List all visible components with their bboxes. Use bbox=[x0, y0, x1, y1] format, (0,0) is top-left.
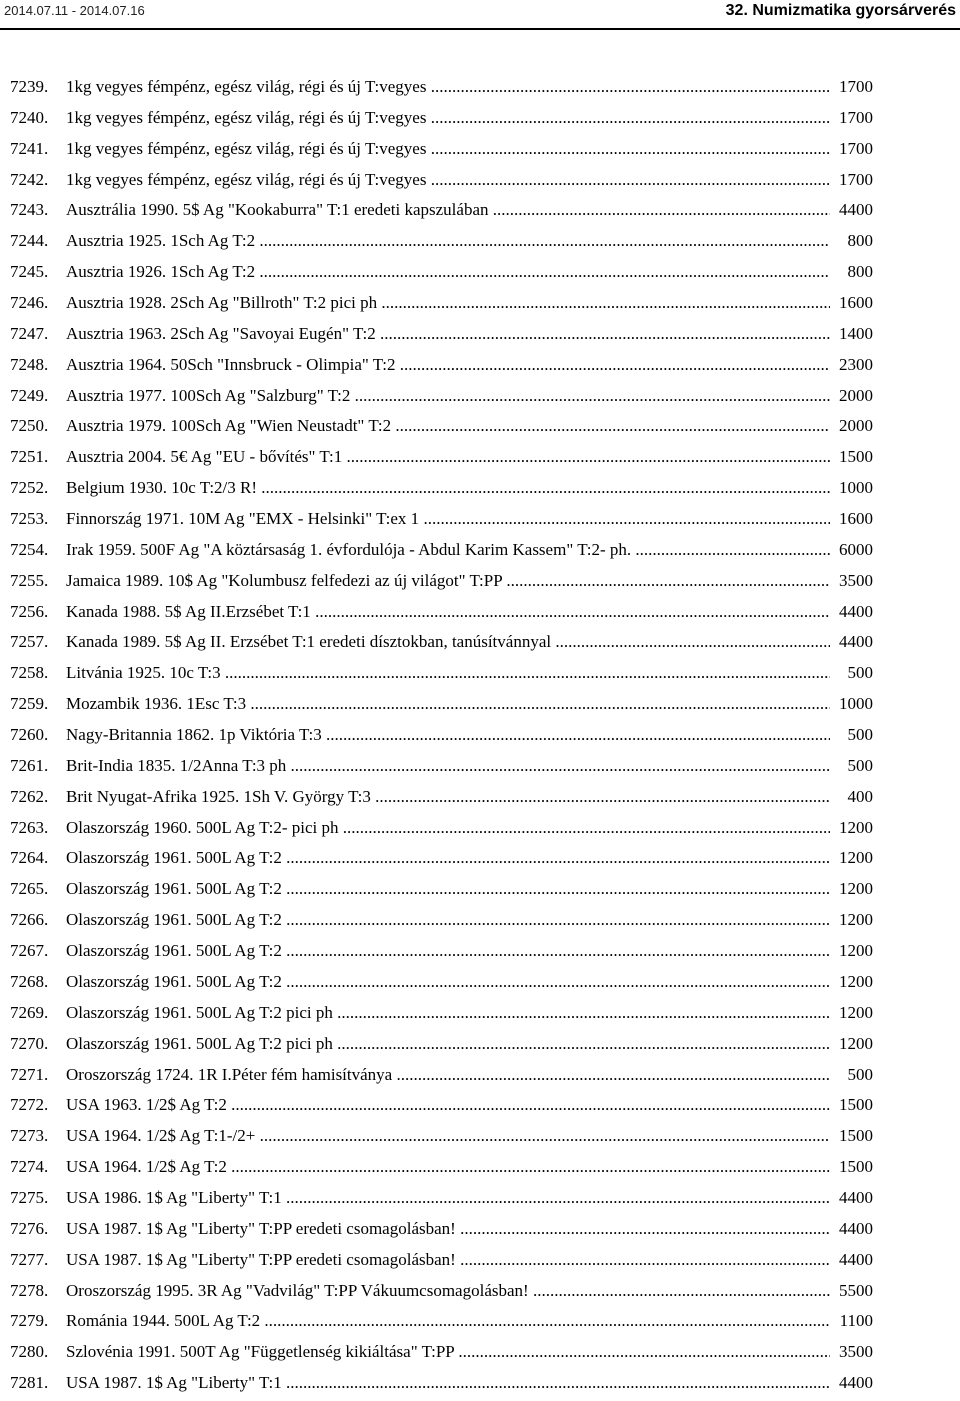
lot-starting-price: 1200 bbox=[830, 1029, 873, 1060]
lot-row bbox=[0, 442, 960, 473]
lot-row bbox=[0, 967, 960, 998]
lot-description: Litvánia 1925. 10c T:3 ..... bbox=[66, 658, 871, 689]
lot-description: USA 1964. 1/2$ Ag T:2 ..... bbox=[66, 1152, 871, 1183]
lot-description: USA 1987. 1$ Ag "Liberty" T:PP eredeti csomagolásban! ..... bbox=[66, 1214, 871, 1245]
lot-number: 7276. bbox=[10, 1218, 49, 1238]
lot-row bbox=[0, 1214, 960, 1245]
lot-number: 7250. bbox=[10, 416, 49, 436]
lot-starting-price: 1200 bbox=[830, 967, 873, 998]
lot-description: Olaszország 1961. 500L Ag T:2 pici ph ..... bbox=[66, 998, 871, 1029]
lot-number: 7259. bbox=[10, 694, 49, 714]
lot-description: Ausztria 1928. 2Sch Ag "Billroth" T:2 pici ph ..... bbox=[66, 288, 871, 319]
lot-starting-price: 1700 bbox=[830, 72, 873, 103]
lot-row bbox=[0, 411, 960, 442]
lot-description: Ausztria 1926. 1Sch Ag T:2 ..... bbox=[66, 257, 871, 288]
lot-number: 7257. bbox=[10, 632, 49, 652]
lot-row bbox=[0, 1090, 960, 1121]
lot-row bbox=[0, 134, 960, 165]
lot-starting-price: 1100 bbox=[830, 1306, 873, 1337]
lot-description: Olaszország 1961. 500L Ag T:2 ..... bbox=[66, 843, 871, 874]
lot-number: 7253. bbox=[10, 509, 49, 529]
lot-description: USA 1963. 1/2$ Ag T:2 ..... bbox=[66, 1090, 871, 1121]
lot-number: 7242. bbox=[10, 169, 49, 189]
lot-row bbox=[0, 350, 960, 381]
lot-row bbox=[0, 843, 960, 874]
lot-number: 7277. bbox=[10, 1249, 49, 1269]
lot-number: 7270. bbox=[10, 1033, 49, 1053]
lot-description: Oroszország 1724. 1R I.Péter fém hamisítványa ..... bbox=[66, 1060, 871, 1091]
lot-starting-price: 4400 bbox=[830, 1368, 873, 1399]
lot-number: 7263. bbox=[10, 817, 49, 837]
lot-row bbox=[0, 1276, 960, 1307]
lot-starting-price: 1500 bbox=[830, 1152, 873, 1183]
lot-row bbox=[0, 1337, 960, 1368]
lot-row bbox=[0, 165, 960, 196]
lot-number: 7271. bbox=[10, 1064, 49, 1084]
lot-starting-price: 1200 bbox=[830, 905, 873, 936]
lot-description: Mozambik 1936. 1Esc T:3 ..... bbox=[66, 689, 871, 720]
lot-row bbox=[0, 998, 960, 1029]
lot-row bbox=[0, 1368, 960, 1399]
lot-description: Ausztria 1977. 100Sch Ag "Salzburg" T:2 ..... bbox=[66, 381, 871, 412]
lot-row bbox=[0, 658, 960, 689]
lot-starting-price: 400 bbox=[830, 782, 873, 813]
lot-number: 7261. bbox=[10, 755, 49, 775]
lot-row bbox=[0, 782, 960, 813]
lot-number: 7266. bbox=[10, 910, 49, 930]
lot-starting-price: 2000 bbox=[830, 381, 873, 412]
header-title: 32. Numizmatika gyorsárverés bbox=[725, 2, 956, 19]
lot-starting-price: 1200 bbox=[830, 874, 873, 905]
lot-description: USA 1987. 1$ Ag "Liberty" T:1 ..... bbox=[66, 1368, 871, 1399]
lot-row bbox=[0, 1152, 960, 1183]
lot-starting-price: 1000 bbox=[830, 473, 873, 504]
lot-starting-price: 1200 bbox=[830, 998, 873, 1029]
lot-starting-price: 3500 bbox=[830, 566, 873, 597]
lot-description: Ausztria 1979. 100Sch Ag "Wien Neustadt" T:2 ..... bbox=[66, 411, 871, 442]
lot-description: Szlovénia 1991. 500T Ag "Függetlenség kikiáltása" T:PP ..... bbox=[66, 1337, 871, 1368]
lot-number: 7248. bbox=[10, 354, 49, 374]
lot-description: 1kg vegyes fémpénz, egész világ, régi és új T:vegyes ..... bbox=[66, 134, 871, 165]
lot-number: 7275. bbox=[10, 1187, 49, 1207]
lot-description: Belgium 1930. 10c T:2/3 R! ..... bbox=[66, 473, 871, 504]
lot-description: Olaszország 1960. 500L Ag T:2- pici ph ..... bbox=[66, 813, 871, 844]
lot-starting-price: 800 bbox=[830, 226, 873, 257]
lot-number: 7278. bbox=[10, 1280, 49, 1300]
lot-row bbox=[0, 566, 960, 597]
lot-description: Brit Nyugat-Afrika 1925. 1Sh V. György T:3 ..... bbox=[66, 782, 871, 813]
lot-starting-price: 1700 bbox=[830, 165, 873, 196]
lot-row bbox=[0, 751, 960, 782]
lot-number: 7268. bbox=[10, 971, 49, 991]
lot-starting-price: 1500 bbox=[830, 442, 873, 473]
lot-starting-price: 1400 bbox=[830, 319, 873, 350]
lot-number: 7258. bbox=[10, 663, 49, 683]
auction-lot-list bbox=[0, 72, 960, 1399]
lot-row bbox=[0, 1121, 960, 1152]
lot-description: Oroszország 1995. 3R Ag "Vadvilág" T:PP Vákuumcsomagolásban! ..... bbox=[66, 1276, 871, 1307]
lot-row bbox=[0, 936, 960, 967]
lot-description: Brit-India 1835. 1/2Anna T:3 ph ..... bbox=[66, 751, 871, 782]
lot-starting-price: 2000 bbox=[830, 411, 873, 442]
lot-number: 7255. bbox=[10, 570, 49, 590]
lot-number: 7240. bbox=[10, 107, 49, 127]
lot-description: Olaszország 1961. 500L Ag T:2 ..... bbox=[66, 967, 871, 998]
lot-starting-price: 500 bbox=[830, 720, 873, 751]
lot-description: Olaszország 1961. 500L Ag T:2 pici ph ..... bbox=[66, 1029, 871, 1060]
lot-description: Ausztria 1963. 2Sch Ag "Savoyai Eugén" T:2 ..... bbox=[66, 319, 871, 350]
lot-number: 7264. bbox=[10, 848, 49, 868]
lot-description: USA 1964. 1/2$ Ag T:1-/2+ ..... bbox=[66, 1121, 871, 1152]
lot-row bbox=[0, 1183, 960, 1214]
lot-starting-price: 1700 bbox=[830, 134, 873, 165]
lot-description: Kanada 1989. 5$ Ag II. Erzsébet T:1 eredeti dísztokban, tanúsítvánnyal ..... bbox=[66, 627, 871, 658]
lot-starting-price: 2300 bbox=[830, 350, 873, 381]
lot-number: 7280. bbox=[10, 1342, 49, 1362]
lot-number: 7241. bbox=[10, 138, 49, 158]
lot-starting-price: 4400 bbox=[830, 1245, 873, 1276]
lot-number: 7273. bbox=[10, 1126, 49, 1146]
lot-description: Ausztrália 1990. 5$ Ag "Kookaburra" T:1 eredeti kapszulában ..... bbox=[66, 195, 871, 226]
lot-row bbox=[0, 813, 960, 844]
lot-row bbox=[0, 381, 960, 412]
lot-row bbox=[0, 1029, 960, 1060]
lot-row bbox=[0, 597, 960, 628]
lot-description: Ausztria 1925. 1Sch Ag T:2 ..... bbox=[66, 226, 871, 257]
lot-description: Románia 1944. 500L Ag T:2 ..... bbox=[66, 1306, 871, 1337]
lot-row bbox=[0, 72, 960, 103]
lot-row bbox=[0, 257, 960, 288]
lot-starting-price: 1500 bbox=[830, 1121, 873, 1152]
lot-starting-price: 4400 bbox=[830, 1183, 873, 1214]
lot-description: 1kg vegyes fémpénz, egész világ, régi és új T:vegyes ..... bbox=[66, 165, 871, 196]
lot-row bbox=[0, 720, 960, 751]
lot-description: 1kg vegyes fémpénz, egész világ, régi és új T:vegyes ..... bbox=[66, 103, 871, 134]
lot-description: Olaszország 1961. 500L Ag T:2 ..... bbox=[66, 936, 871, 967]
lot-starting-price: 4400 bbox=[830, 597, 873, 628]
lot-row bbox=[0, 319, 960, 350]
lot-number: 7260. bbox=[10, 725, 49, 745]
lot-description: Finnország 1971. 10M Ag "EMX - Helsinki" T:ex 1 ..... bbox=[66, 504, 871, 535]
lot-row bbox=[0, 504, 960, 535]
lot-number: 7245. bbox=[10, 262, 49, 282]
lot-row bbox=[0, 1060, 960, 1091]
lot-starting-price: 1600 bbox=[830, 288, 873, 319]
lot-starting-price: 1200 bbox=[830, 843, 873, 874]
lot-number: 7256. bbox=[10, 601, 49, 621]
lot-starting-price: 4400 bbox=[830, 195, 873, 226]
lot-description: Nagy-Britannia 1862. 1p Viktória T:3 ..... bbox=[66, 720, 871, 751]
lot-number: 7251. bbox=[10, 447, 49, 467]
lot-number: 7272. bbox=[10, 1095, 49, 1115]
lot-starting-price: 1200 bbox=[830, 813, 873, 844]
lot-number: 7246. bbox=[10, 293, 49, 313]
lot-starting-price: 1000 bbox=[830, 689, 873, 720]
lot-number: 7239. bbox=[10, 77, 49, 96]
lot-starting-price: 1200 bbox=[830, 936, 873, 967]
lot-number: 7281. bbox=[10, 1373, 49, 1393]
lot-row bbox=[0, 195, 960, 226]
lot-row bbox=[0, 1306, 960, 1337]
lot-row bbox=[0, 535, 960, 566]
header-dates: 2014.07.11 - 2014.07.16 bbox=[4, 3, 145, 18]
lot-starting-price: 500 bbox=[830, 1060, 873, 1091]
lot-starting-price: 6000 bbox=[830, 535, 873, 566]
lot-description: Jamaica 1989. 10$ Ag "Kolumbusz felfedezi az új világot" T:PP ..... bbox=[66, 566, 871, 597]
lot-row bbox=[0, 288, 960, 319]
page-header bbox=[0, 0, 960, 30]
lot-number: 7274. bbox=[10, 1157, 49, 1177]
lot-starting-price: 4400 bbox=[830, 627, 873, 658]
lot-starting-price: 4400 bbox=[830, 1214, 873, 1245]
lot-description: Ausztria 2004. 5€ Ag "EU - bővítés" T:1 ..... bbox=[66, 442, 871, 473]
lot-number: 7244. bbox=[10, 231, 49, 251]
lot-description: Ausztria 1964. 50Sch "Innsbruck - Olimpia" T:2 ..... bbox=[66, 350, 871, 381]
lot-number: 7265. bbox=[10, 879, 49, 899]
lot-row bbox=[0, 689, 960, 720]
lot-number: 7243. bbox=[10, 200, 49, 220]
lot-number: 7262. bbox=[10, 786, 49, 806]
lot-number: 7279. bbox=[10, 1311, 49, 1331]
lot-starting-price: 500 bbox=[830, 658, 873, 689]
lot-starting-price: 1500 bbox=[830, 1090, 873, 1121]
lot-description: Kanada 1988. 5$ Ag II.Erzsébet T:1 ..... bbox=[66, 597, 871, 628]
lot-starting-price: 500 bbox=[830, 751, 873, 782]
lot-starting-price: 1700 bbox=[830, 103, 873, 134]
lot-starting-price: 3500 bbox=[830, 1337, 873, 1368]
lot-number: 7247. bbox=[10, 323, 49, 343]
lot-row bbox=[0, 905, 960, 936]
lot-starting-price: 1600 bbox=[830, 504, 873, 535]
lot-row bbox=[0, 103, 960, 134]
lot-number: 7267. bbox=[10, 941, 49, 961]
lot-starting-price: 5500 bbox=[830, 1276, 873, 1307]
lot-number: 7252. bbox=[10, 478, 49, 498]
lot-description: Olaszország 1961. 500L Ag T:2 ..... bbox=[66, 905, 871, 936]
lot-starting-price: 800 bbox=[830, 257, 873, 288]
lot-number: 7269. bbox=[10, 1002, 49, 1022]
lot-row bbox=[0, 627, 960, 658]
lot-row bbox=[0, 226, 960, 257]
lot-row bbox=[0, 1245, 960, 1276]
lot-row bbox=[0, 874, 960, 905]
lot-description: USA 1987. 1$ Ag "Liberty" T:PP eredeti csomagolásban! ..... bbox=[66, 1245, 871, 1276]
lot-description: Irak 1959. 500F Ag "A köztársaság 1. évfordulója - Abdul Karim Kassem" T:2- ph. ..... bbox=[66, 535, 871, 566]
lot-description: 1kg vegyes fémpénz, egész világ, régi és új T:vegyes ..... bbox=[66, 72, 871, 103]
lot-number: 7249. bbox=[10, 385, 49, 405]
lot-description: Olaszország 1961. 500L Ag T:2 ..... bbox=[66, 874, 871, 905]
lot-row bbox=[0, 473, 960, 504]
lot-description: USA 1986. 1$ Ag "Liberty" T:1 ..... bbox=[66, 1183, 871, 1214]
lot-number: 7254. bbox=[10, 539, 49, 559]
